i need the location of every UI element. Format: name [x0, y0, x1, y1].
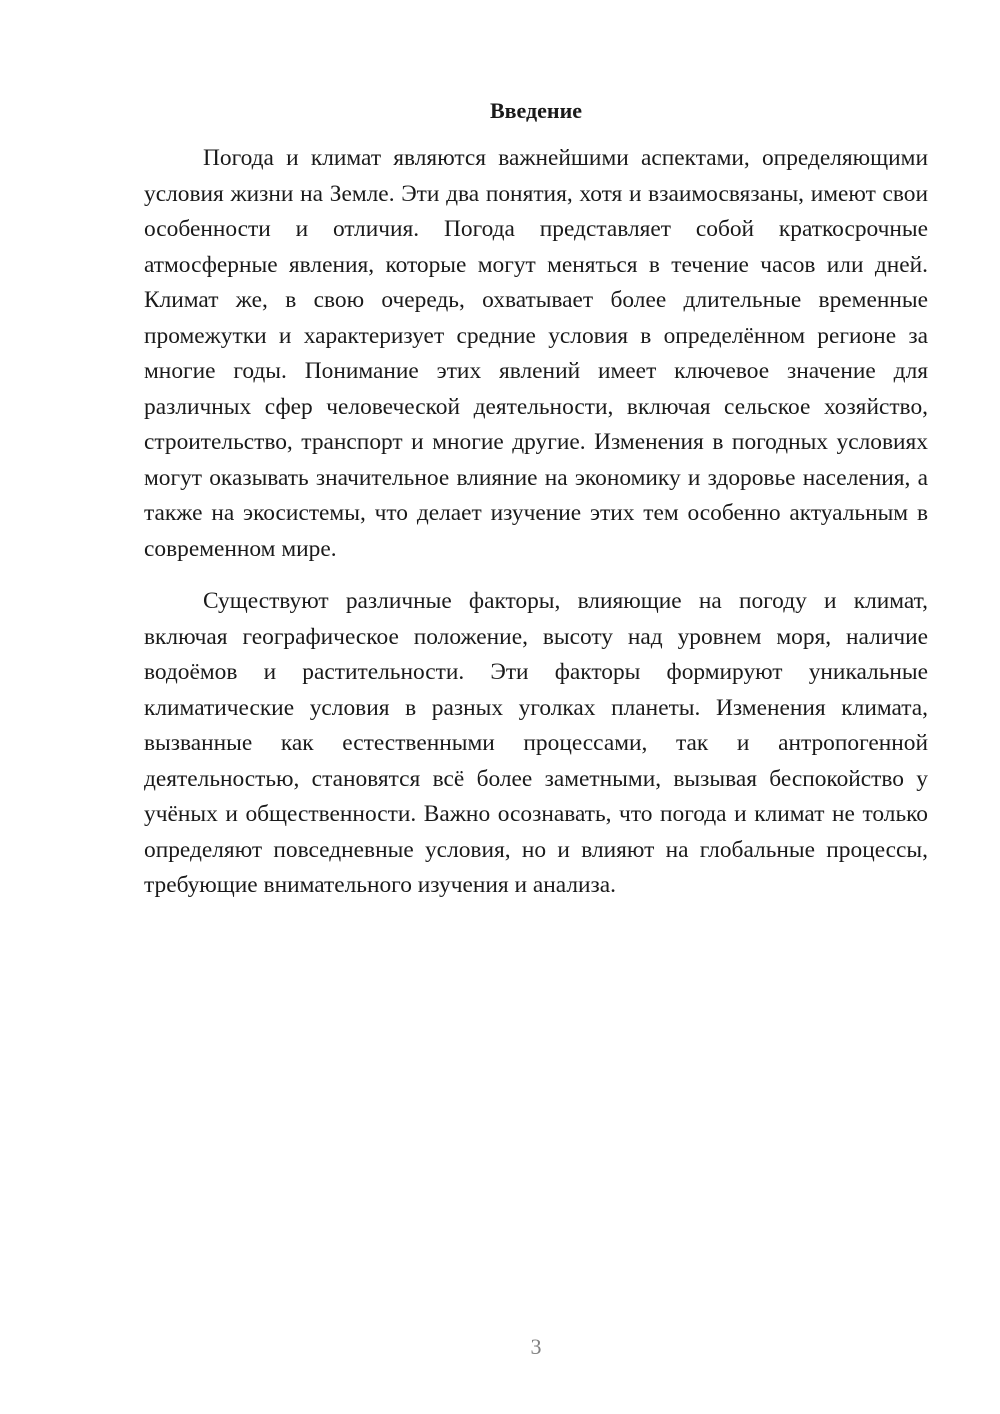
body-text [144, 141, 928, 904]
paragraph-1: Погода и климат являются важнейшими аспектами, определяющими условия жизни на Земле. Эти два понятия, хотя и взаимосвязаны, имеют свои особенности и отличия. Погода представляет собой краткосрочные атмосферные явления, которые могут меняться в течение часов или дней. Климат же, в свою очередь, охватывает более длительные временные промежутки и характеризует средние условия в определённом регионе за многие годы. Понимание этих явлений имеет ключевое значение для различных сфер человеческой деятельности, включая сельское хозяйство, строительство, транспорт и многие другие. Изменения в погодных условиях могут оказывать значительное влияние на экономику и здоровье населения, а также на экосистемы, что делает изучение этих тем особенно актуальным в современном мире. [144, 145, 928, 562]
paragraph-2: Существуют различные факторы, влияющие на погоду и климат, включая географическое положение, высоту над уровнем моря, наличие водоёмов и растительности. Эти факторы формируют уникальные климатические условия в разных уголках планеты. Изменения климата, вызванные как естественными процессами, так и антропогенной деятельностью, становятся всё более заметными, вызывая беспокойство у учёных и общественности. Важно осознавать, что погода и климат не только определяют повседневные условия, но и влияют на глобальные процессы, требующие внимательного изучения и анализа. [144, 588, 928, 898]
section-heading: Введение [489, 98, 583, 123]
page-number: 3 [530, 1334, 542, 1359]
